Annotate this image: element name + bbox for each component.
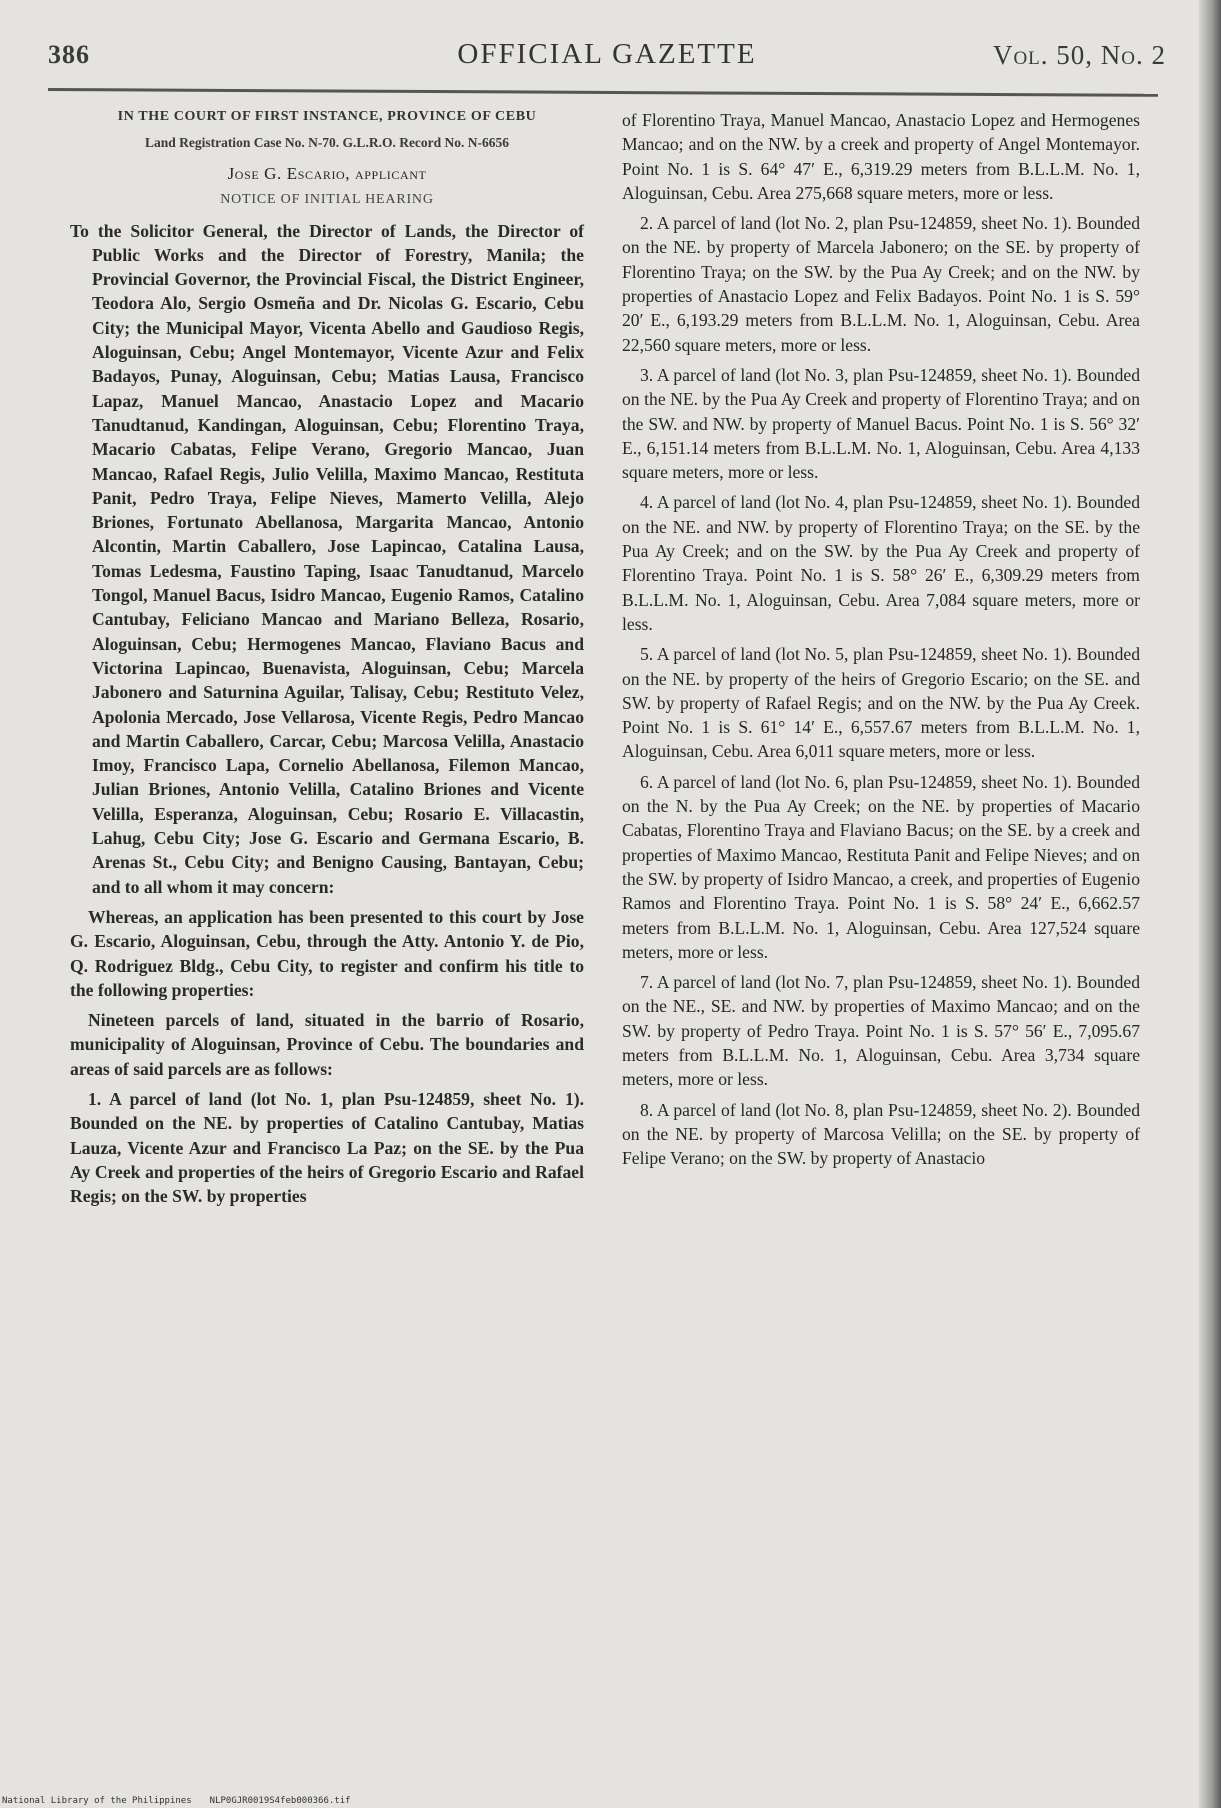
volume-number: Vol. 50, No. 2 [992, 40, 1166, 70]
parcels-intro-paragraph: Nineteen parcels of land, situated in the barrio of Rosario, municipality of Aloguinsan, Province of Cebu. The boundaries and areas of said parcels are as follows: [70, 1010, 584, 1079]
parcel-7-paragraph: 7. A parcel of land (lot No. 7, plan Psu-124859, sheet No. 1). Bounded on the NE., SE. and NW. by properties of Maximo Mancao; and on the SW. by property of Pedro Traya. Point No. 1 is S. 57° 56′ E., 7,095.67 meters from B.L.L.M. No. 1, Aloguinsan, Cebu. Area 3,734 square meters, more or less. [622, 972, 1140, 1090]
library-credit: National Library of the Philippines [2, 1796, 192, 1806]
court-heading: IN THE COURT OF FIRST INSTANCE, PROVINCE OF CEBU [117, 109, 537, 124]
footer-credit [2, 1796, 351, 1806]
scan-edge-shadow [1199, 0, 1221, 1808]
parcel-6-paragraph: 6. A parcel of land (lot No. 6, plan Psu-124859, sheet No. 1). Bounded on the N. by the Pua Ay Creek; on the NE. by properties of Macario Cabatas, Florentino Traya and Flaviano Bacus; on the SE. by a creek and properties of Maximo Mancao, Restituta Panit and Felipe Nieves; and on the SW. by property of Isidro Mancao, a creek, and properties of Eugenio Ramos and Florentino Traya. Point No. 1 is S. 58° 24′ E., 6,662.57 meters from B.L.L.M. No. 1, Aloguinsan, Cebu. Area 127,524 square meters, more or less. [622, 771, 1140, 962]
right-column [622, 108, 1140, 1176]
parcel-2-paragraph: 2. A parcel of land (lot No. 2, plan Psu-124859, sheet No. 1). Bounded on the NE. by property of Marcela Jabonero; on the SE. by property of Florentino Traya; on the SW. by the Pua Ay Creek; and on the NW. by properties of Anastacio Lopez and Felix Badayos. Point No. 1 is S. 59° 20′ E., 6,193.29 meters from B.L.L.M. No. 1, Aloguinsan, Cebu. Area 22,560 square meters, more or less. [622, 213, 1140, 355]
parcel-8-paragraph: 8. A parcel of land (lot No. 8, plan Psu-124859, sheet No. 2). Bounded on the NE. by property of Marcosa Velilla; on the SE. by property of Felipe Verano; on the SW. by property of Anastacio [622, 1099, 1140, 1169]
gazette-title: OFFICIAL GAZETTE [457, 38, 757, 70]
scan-filename: NLP0GJR0019S4feb000366.tif [209, 1796, 351, 1806]
parcel-5-paragraph: 5. A parcel of land (lot No. 5, plan Psu-124859, sheet No. 1). Bounded on the NE. by property of the heirs of Gregorio Escario; on the SE. and SW. by property of Rafael Regis; and on the NW. by the Pua Ay Creek. Point No. 1 is S. 61° 14′ E., 6,557.67 meters from B.L.L.M. No. 1, Aloguinsan, Cebu. Area 6,011 square meters, more or less. [622, 644, 1140, 762]
notice-title: NOTICE OF INITIAL HEARING [220, 192, 434, 208]
addressees-paragraph: To the Solicitor General, the Director of Lands, the Director of Public Works and the Director of Forestry, Manila; the Provincial Governor, the Provincial Fiscal, the District Engineer, Teodora Alo, Sergio Osmeña and Dr. Nicolas G. Escario, Cebu City; the Municipal Mayor, Vicenta Abello and Gaudioso Regis, Aloguinsan, Cebu; Angel Montemayor, Vicente Azur and Felix Badayos, Punay, Aloguinsan, Cebu; Matias Lausa, Francisco Lapaz, Manuel Mancao, Anastacio Lopez and Macario Tanudtanud, Kandingan, Aloguinsan, Cebu; Florentino Traya, Macario Cabatas, Felipe Verano, Gregorio Mancao, Juan Mancao, Rafael Regis, Julio Velilla, Maximo Mancao, Restituta Panit, Pedro Traya, Felipe Nieves, Mamerto Velilla, Alejo Briones, Fortunato Abellanosa, Margarita Mancao, Antonio Alcontin, Martin Caballero, Jose Lapincao, Catalina Lausa, Tomas Ledesma, Faustino Taping, Isaac Tanudtanud, Marcelo Tongol, Manuel Bacus, Isidro Mancao, Eugenio Ramos, Catalino Cantubay, Feliciano Mancao and Mariano Belleza, Rosario, Aloguinsan, Cebu; Hermogenes Mancao, Flaviano Bacus and Victorina Lapincao, Buenavista, Aloguinsan, Cebu; Marcela Jabonero and Saturnina Aguilar, Talisay, Cebu; Restituto Velez, Apolonia Mercado, Jose Vellarosa, Vicente Regis, Pedro Mancao and Martin Caballero, Carcar, Cebu; Marcosa Velilla, Anastacio Imoy, Francisco Lapa, Cornelio Abellanosa, Filemon Mancao, Julian Briones, Antonio Velilla, Catalino Briones and Vicente Velilla, Esperanza, Aloguinsan, Cebu; Rosario E. Villacastin, Lahug, Cebu City; Jose G. Escario and Germana Escario, B. Arenas St., Cebu City; and Benigno Causing, Bantayan, Cebu; and to all whom it may concern: [70, 220, 584, 897]
parcel-1-paragraph: 1. A parcel of land (lot No. 1, plan Psu-124859, sheet No. 1). Bounded on the NE. by properties of Catalino Cantubay, Matias Lauza, Vicente Azur and Francisco La Paz; on the SE. by the Pua Ay Creek and properties of the heirs of Gregorio Escario and Rafael Regis; on the SW. by properties [70, 1088, 584, 1207]
whereas-paragraph: Whereas, an application has been presented to this court by Jose G. Escario, Aloguinsan, Cebu, through the Atty. Antonio Y. de Pio, Q. Rodriguez Bldg., Cebu City, to register and confirm his title to the following properties: [70, 906, 584, 1000]
parcel-1-continued: of Florentino Traya, Manuel Mancao, Anastacio Lopez and Hermogenes Mancao; and on the NW. by a creek and property of Angel Montemayor. Point No. 1 is S. 64° 47′ E., 6,319.29 meters from B.L.L.M. No. 1, Aloguinsan, Cebu. Area 275,668 square meters, more or less. [622, 110, 1140, 203]
page-number: 386 [48, 40, 90, 69]
left-column [70, 108, 584, 1214]
header-rule [48, 88, 1158, 97]
parcel-4-paragraph: 4. A parcel of land (lot No. 4, plan Psu-124859, sheet No. 1). Bounded on the NE. and NW. by property of Florentino Traya; on the SE. by the Pua Ay Creek; and on the SW. by the Pua Ay Creek and property of Florentino Traya. Point No. 1 is S. 58° 26′ E., 6,309.29 meters from B.L.L.M. No. 1, Aloguinsan, Cebu. Area 7,084 square meters, more or less. [622, 492, 1140, 634]
parcel-3-paragraph: 3. A parcel of land (lot No. 3, plan Psu-124859, sheet No. 1). Bounded on the NE. by the Pua Ay Creek and property of Florentino Traya; and on the SW. and NW. by property of Manuel Bacus. Point No. 1 is S. 56° 32′ E., 6,151.14 meters from B.L.L.M. No. 1, Aloguinsan, Cebu. Area 4,133 square meters, more or less. [622, 364, 1140, 483]
case-reference: Land Registration Case No. N-70. G.L.R.O. Record No. N-6656 [144, 135, 510, 150]
applicant-line: Jose G. Escario, applicant [227, 164, 427, 183]
page-header [48, 38, 1166, 82]
